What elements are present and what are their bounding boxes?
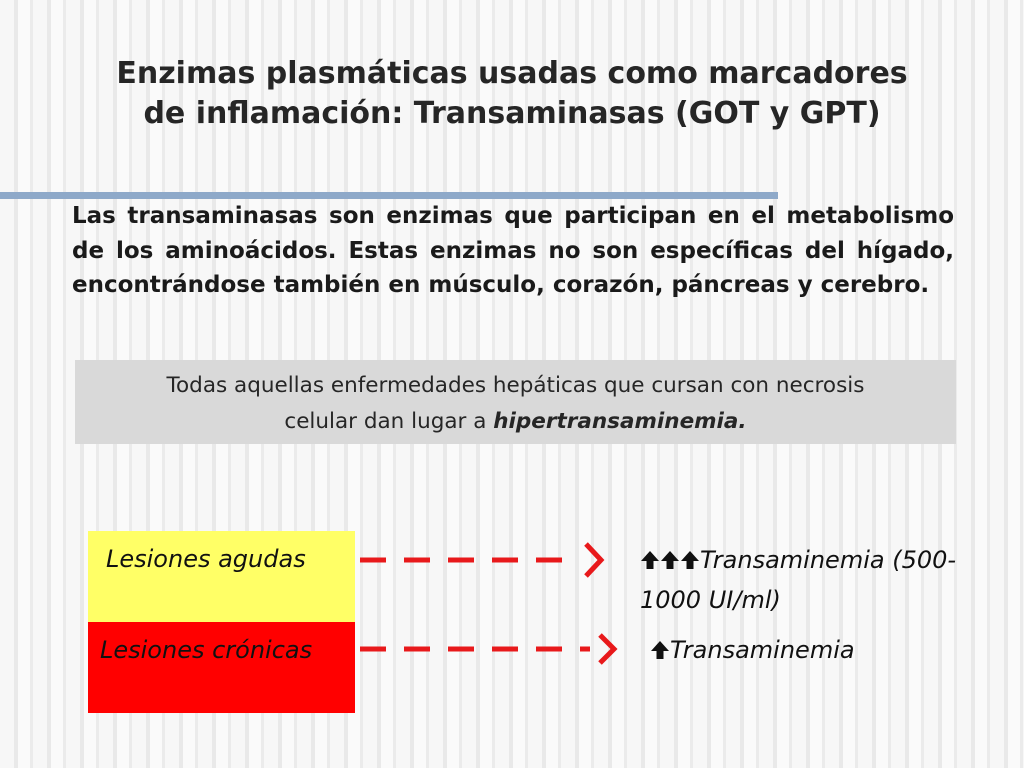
up-arrow-icon xyxy=(660,550,680,570)
chronic-result xyxy=(650,631,855,669)
acute-lesions-box xyxy=(88,531,355,622)
up-arrow-icon xyxy=(640,550,660,570)
acute-result-continued xyxy=(640,581,781,619)
title-divider xyxy=(0,192,778,199)
acute-result-text: Transaminemia (500- xyxy=(700,546,957,574)
callout-line-2: celular dan lugar a xyxy=(284,409,494,434)
dashed-arrow-icon xyxy=(360,629,620,669)
callout-box xyxy=(75,360,956,444)
chronic-result-text: Transaminemia xyxy=(670,636,855,664)
up-arrow-icon xyxy=(650,640,670,660)
up-arrow-icon xyxy=(680,550,700,570)
acute-lesions-label: Lesiones agudas xyxy=(106,545,306,573)
acute-result xyxy=(640,541,956,579)
chronic-lesions-label: Lesiones crónicas xyxy=(100,636,313,664)
intro-paragraph: Las transaminasas son enzimas que participan en el metabolismo de los aminoácidos. Estas enzimas no son específicas del hígado, encontrándose también en músculo, corazón, páncreas y cerebro. xyxy=(72,203,954,298)
dashed-arrow-icon xyxy=(360,540,620,580)
callout-line-1: Todas aquellas enfermedades hepáticas que cursan con necrosis xyxy=(166,373,865,398)
title-line-1: Enzimas plasmáticas usadas como marcadores xyxy=(116,56,908,91)
title-line-2: de inflamación: Transaminasas (GOT y GPT) xyxy=(143,96,881,131)
callout-emphasis: hipertransaminemia. xyxy=(493,409,747,434)
acute-result-range: 1000 UI/ml) xyxy=(640,586,781,614)
slide-title xyxy=(40,54,984,134)
chronic-lesions-box xyxy=(88,622,355,713)
